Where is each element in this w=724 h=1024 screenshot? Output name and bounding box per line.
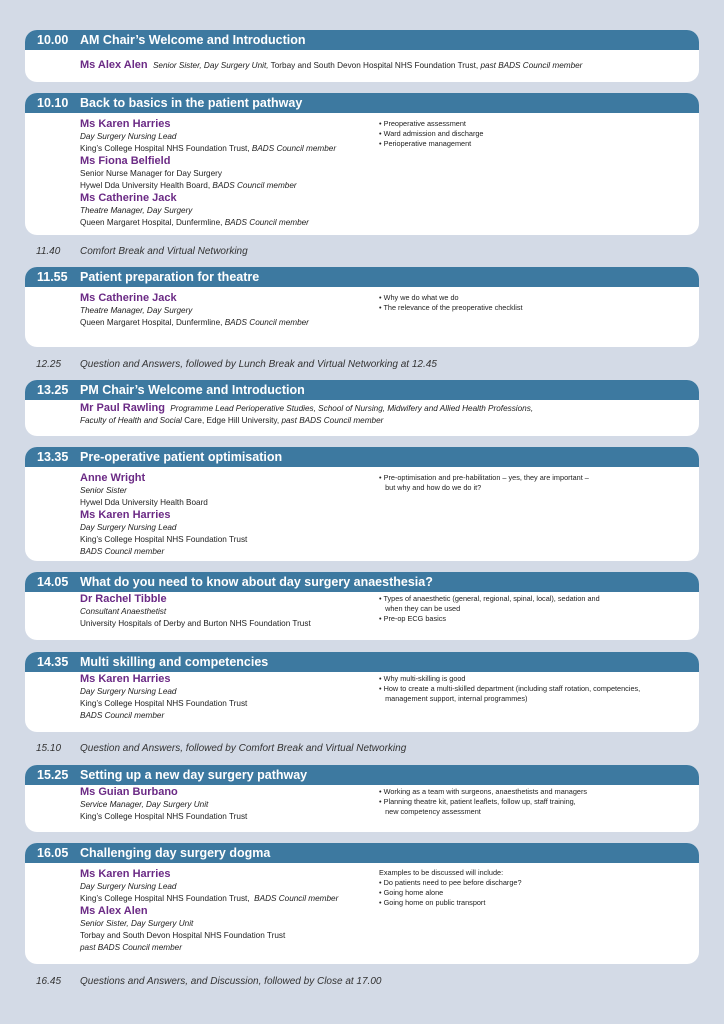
topic-item: • Planning theatre kit, patient leaflets, follow up, staff training, (379, 797, 576, 806)
org-text: Hywel Dda University Health Board, (80, 181, 213, 190)
break-text: Comfort Break and Virtual Networking (80, 245, 248, 257)
session-time: 14.05 (37, 575, 69, 589)
speaker-role: Day Surgery Nursing Lead (80, 687, 177, 696)
session-1525 (25, 765, 699, 832)
break-1510 (36, 741, 406, 755)
topic-item: new competency assessment (379, 807, 481, 816)
topic-list (379, 293, 689, 313)
session-1000 (25, 30, 699, 82)
speaker-org: Hywel Dda University Health Board (80, 498, 208, 507)
session-title: Pre-operative patient optimisation (80, 450, 283, 464)
break-time: 15.10 (36, 742, 62, 754)
speaker-bads: BADS Council member (80, 711, 165, 720)
topic-intro: Examples to be discussed will include: (379, 868, 504, 877)
session-1435 (25, 652, 699, 732)
topic-item: • Preoperative assessment (379, 119, 466, 128)
session-time: 14.35 (37, 655, 69, 669)
speaker-list (80, 593, 380, 630)
session-time: 13.25 (37, 383, 69, 397)
bads-text: BADS Council member (212, 181, 297, 190)
speaker-name: Ms Karen Harries (80, 509, 171, 521)
session-title: Setting up a new day surgery pathway (80, 768, 308, 782)
break-1645 (36, 974, 381, 988)
speaker-org (80, 317, 380, 329)
topic-item: • Types of anaesthetic (general, regional, spinal, local), sedation and (379, 594, 600, 603)
speaker-role: Service Manager, Day Surgery Unit (80, 800, 209, 809)
speaker-role: Theatre Manager, Day Surgery (80, 306, 193, 315)
speaker-org: King’s College Hospital NHS Foundation Trust (80, 812, 248, 821)
speaker-name: Ms Alex Alen (80, 905, 148, 917)
speaker-name: Mr Paul Rawling (80, 402, 165, 414)
session-title: Challenging day surgery dogma (80, 846, 271, 860)
topic-item: but why and how do we do it? (379, 483, 482, 492)
speaker-org (80, 893, 380, 905)
speaker-list (80, 868, 380, 954)
org-text: Queen Margaret Hospital, Dunfermline, (80, 218, 225, 227)
speaker-role: Senior Sister, Day Surgery Unit (80, 919, 194, 928)
speaker-org (80, 180, 380, 192)
session-1010 (25, 93, 699, 235)
speaker-bads: past BADS Council member (480, 61, 583, 70)
topic-list (379, 594, 689, 624)
speaker-name: Anne Wright (80, 472, 146, 484)
speaker-role: Consultant Anaesthetist (80, 607, 167, 616)
bads-text: BADS Council member (224, 318, 309, 327)
topic-list (379, 473, 689, 493)
session-1335 (25, 447, 699, 561)
topic-item: • Pre-optimisation and pre-habilitation – yes, they are important – (379, 473, 589, 482)
session-time: 10.00 (37, 33, 69, 47)
chair-intro (80, 402, 680, 427)
speaker-role: Day Surgery Nursing Lead (80, 132, 177, 141)
speaker-role: Day Surgery Nursing Lead (80, 523, 177, 532)
bads-text: BADS Council member (224, 218, 309, 227)
session-time: 10.10 (37, 96, 69, 110)
topic-item: • Going home alone (379, 888, 444, 897)
session-title: What do you need to know about day surgery anaesthesia? (80, 575, 433, 589)
session-time: 11.55 (37, 270, 68, 284)
session-header (25, 572, 699, 592)
topic-item: • The relevance of the preoperative checklist (379, 303, 523, 312)
topic-item: • Perioperative management (379, 139, 472, 148)
session-title: Patient preparation for theatre (80, 270, 260, 284)
speaker-role: Senior Sister, Day Surgery Unit, (152, 61, 269, 70)
session-title: Back to basics in the patient pathway (80, 96, 303, 110)
break-text: Questions and Answers, and Discussion, followed by Close at 17.00 (80, 975, 382, 987)
session-1155 (25, 267, 699, 347)
chair-intro (80, 59, 680, 72)
speaker-role: Theatre Manager, Day Surgery (80, 206, 193, 215)
session-1605 (25, 843, 699, 964)
break-time: 16.45 (36, 975, 62, 987)
session-time: 15.25 (37, 768, 69, 782)
topic-list (379, 868, 689, 908)
speaker-org: King’s College Hospital NHS Foundation Trust (80, 699, 248, 708)
speaker-name: Ms Catherine Jack (80, 292, 177, 304)
break-time: 12.25 (36, 358, 62, 370)
speaker-org: Torbay and South Devon Hospital NHS Foundation Trust, (268, 61, 481, 70)
speaker-org: King’s College Hospital NHS Foundation Trust (80, 535, 248, 544)
break-time: 11.40 (36, 245, 61, 257)
break-1225 (36, 357, 437, 371)
speaker-name: Ms Alex Alen (80, 59, 148, 71)
topic-item: • Going home on public transport (379, 898, 486, 907)
session-header (25, 380, 699, 400)
speaker-role: Programme Lead Perioperative Studies, School of Nursing, Midwifery and Allied Health Professions, (170, 404, 534, 413)
bads-text: BADS Council member (251, 144, 337, 153)
session-header (25, 843, 699, 863)
org-text: King’s College Hospital NHS Foundation Trust, (80, 144, 252, 153)
session-header (25, 267, 699, 287)
topic-list (379, 674, 689, 704)
session-header (25, 93, 699, 113)
session-time: 16.05 (37, 846, 69, 860)
speaker-org (80, 217, 380, 229)
topic-list (379, 787, 689, 817)
speaker-role: Senior Sister (80, 486, 127, 495)
session-1405 (25, 572, 699, 640)
topic-item: • Why multi-skilling is good (379, 674, 466, 683)
speaker-org: University Hospitals of Derby and Burton NHS Foundation Trust (80, 619, 311, 628)
bads-text: BADS Council member (254, 894, 339, 903)
speaker-name: Ms Karen Harries (80, 673, 171, 685)
topic-list (379, 119, 689, 149)
speaker-org (80, 143, 380, 155)
break-1140 (36, 244, 248, 258)
topic-item: • Working as a team with surgeons, anaesthetists and managers (379, 787, 588, 796)
session-header (25, 447, 699, 467)
topic-item: • Ward admission and discharge (379, 129, 484, 138)
session-title: PM Chair’s Welcome and Introduction (80, 383, 305, 397)
speaker-list (80, 118, 380, 229)
session-header (25, 765, 699, 785)
topic-item: • Do patients need to pee before discharge? (379, 878, 522, 887)
speaker-name: Dr Rachel Tibble (80, 593, 167, 605)
speaker-name: Ms Karen Harries (80, 868, 171, 880)
session-time: 13.35 (37, 450, 69, 464)
speaker-bads: past BADS Council member (80, 943, 182, 952)
session-title: Multi skilling and competencies (80, 655, 269, 669)
speaker-org: Care, Edge Hill University, (181, 416, 282, 425)
break-text: Question and Answers, followed by Comfort Break and Virtual Networking (80, 742, 407, 754)
speaker-bads: past BADS Council member (281, 416, 384, 425)
break-text: Question and Answers, followed by Lunch Break and Virtual Networking at 12.45 (80, 358, 437, 370)
topic-item: • How to create a multi-skilled department (including staff rotation, competencies, (379, 684, 641, 693)
topic-item: when they can be used (379, 604, 461, 613)
speaker-name: Ms Guian Burbano (80, 786, 178, 798)
speaker-org: Torbay and South Devon Hospital NHS Foundation Trust (80, 931, 286, 940)
topic-item: • Why we do what we do (379, 293, 459, 302)
speaker-name: Ms Karen Harries (80, 118, 171, 130)
speaker-role: Day Surgery Nursing Lead (80, 882, 177, 891)
speaker-list (80, 472, 380, 558)
speaker-name: Ms Catherine Jack (80, 192, 177, 204)
speaker-list (80, 292, 380, 329)
speaker-bads: BADS Council member (80, 547, 165, 556)
speaker-faculty: Faculty of Health and Social (80, 416, 182, 425)
session-header (25, 652, 699, 672)
topic-item: management support, internal programmes) (379, 694, 528, 703)
topic-item: • Pre-op ECG basics (379, 614, 447, 623)
org-text: King’s College Hospital NHS Foundation Trust, (80, 894, 255, 903)
speaker-name: Ms Fiona Belfield (80, 155, 171, 167)
speaker-list (80, 673, 380, 722)
speaker-list (80, 786, 380, 823)
session-1325 (25, 380, 699, 436)
org-text: Queen Margaret Hospital, Dunfermline, (80, 318, 225, 327)
session-header (25, 30, 699, 50)
session-title: AM Chair’s Welcome and Introduction (80, 33, 306, 47)
speaker-role: Senior Nurse Manager for Day Surgery (80, 169, 222, 178)
